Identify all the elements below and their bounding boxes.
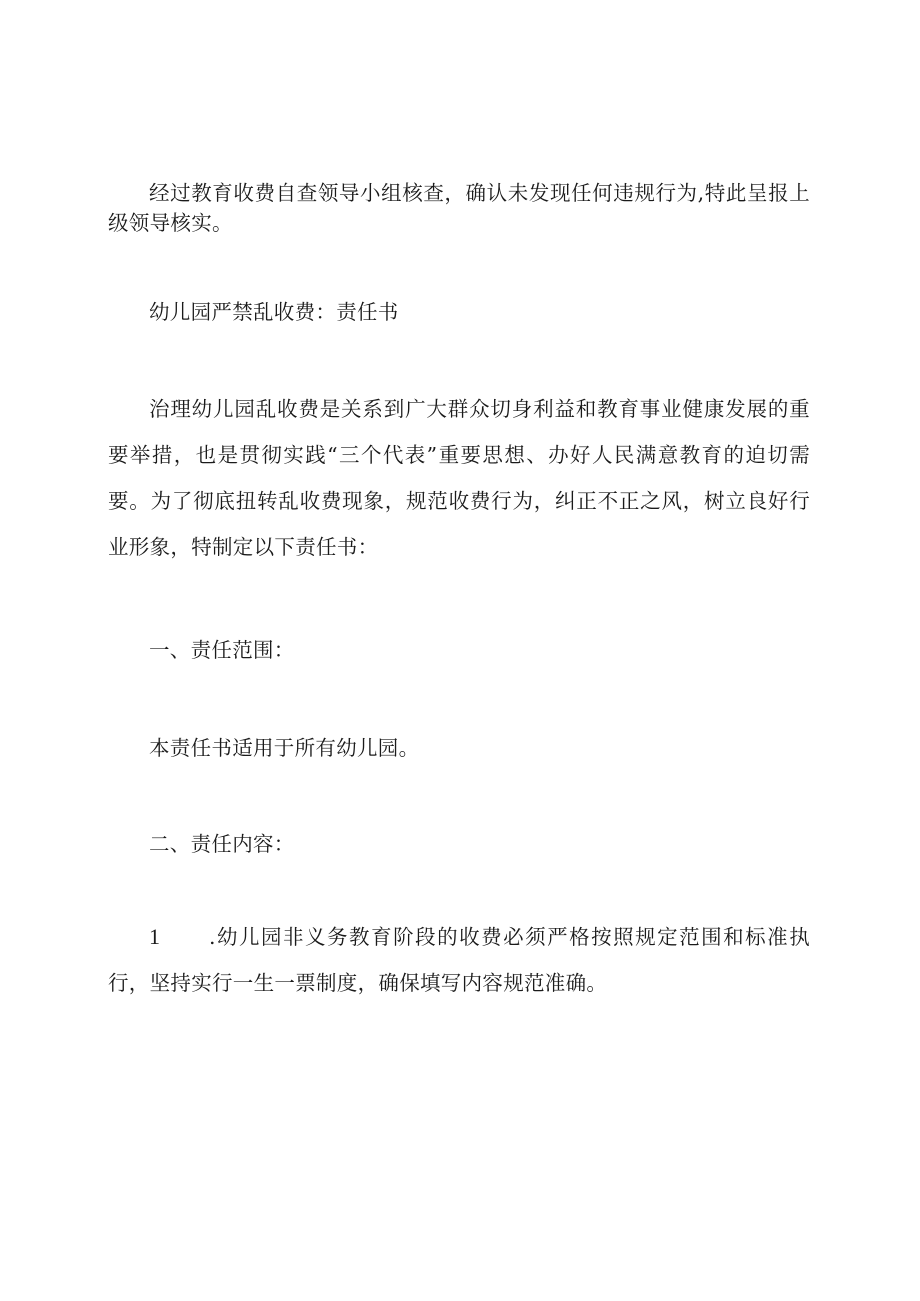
- section-heading-scope: 一、责任范围：: [149, 638, 295, 662]
- item-number: 1: [149, 924, 161, 949]
- document-title: 幼儿园严禁乱收费：责任书: [149, 300, 399, 324]
- content-item-1: [108, 914, 810, 1006]
- verification-paragraph: 经过教育收费自查领导小组核查，确认未发现任何违规行为,特此呈报上级领导核实。: [108, 181, 810, 235]
- section-heading-content: 二、责任内容：: [149, 832, 295, 856]
- item-text: .幼儿园非义务教育阶段的收费必须严格按照规定范围和标准执行，坚持实行一生一票制度，确保填写内容规范准确。: [108, 925, 810, 995]
- intro-paragraph: 治理幼儿园乱收费是关系到广大群众切身利益和教育事业健康发展的重要举措，也是贯彻实践“三个代表”重要思想、办好人民满意教育的迫切需要。为了彻底扭转乱收费现象，规范收费行为，纠正不正之风，树立良好行业形象，特制定以下责任书：: [108, 397, 810, 559]
- scope-paragraph: 本责任书适用于所有幼儿园。: [149, 736, 420, 760]
